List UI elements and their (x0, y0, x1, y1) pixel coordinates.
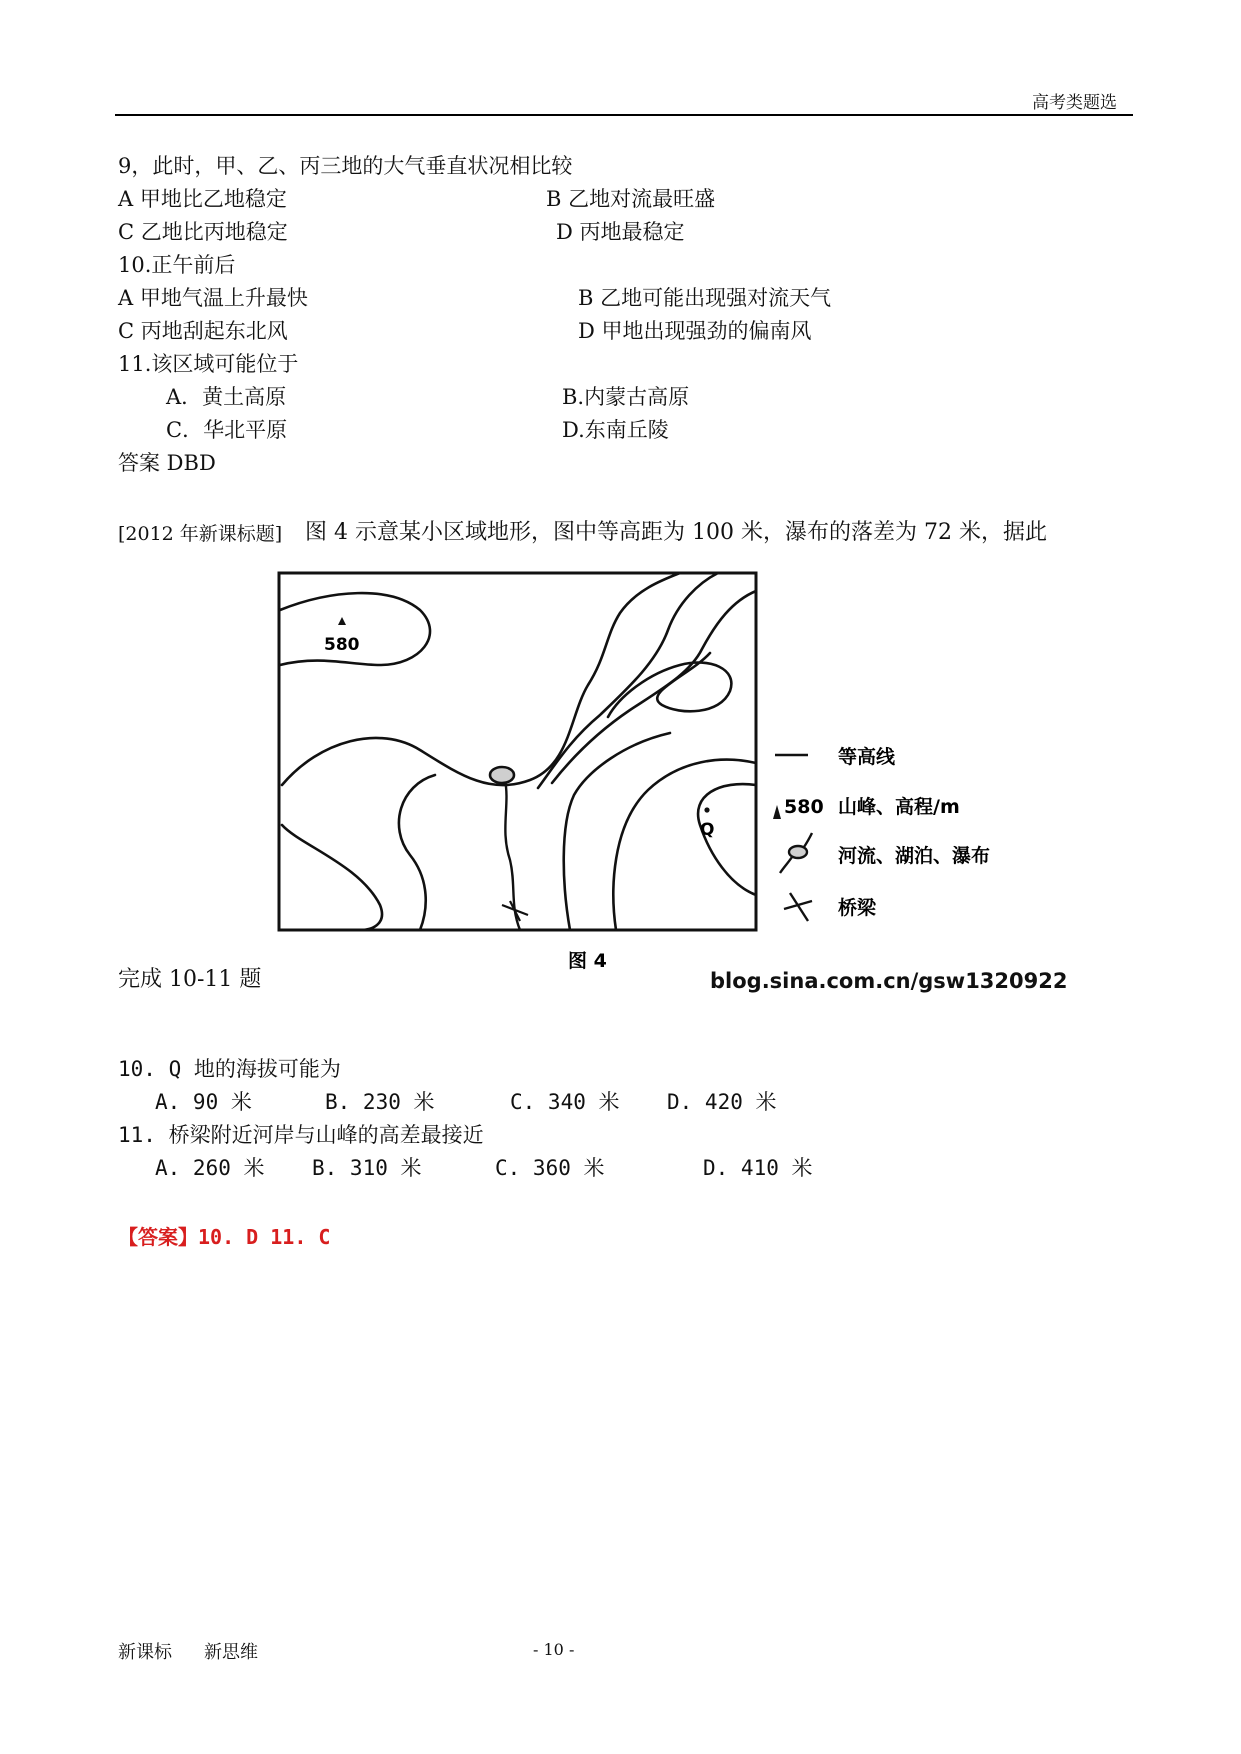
q9-option-a: A 甲地比乙地稳定 (118, 187, 287, 211)
blog-watermark: blog.sina.com.cn/gsw1320922 (710, 969, 1068, 993)
q-point-dot (704, 807, 709, 812)
page-header-title: 高考类题选 (1032, 93, 1117, 113)
s2-q10-option-a: A. 90 米 (155, 1090, 252, 1114)
legend-bridge-icon (784, 893, 812, 921)
s2-q10-stem: 10. Q 地的海拔可能为 (118, 1057, 341, 1081)
q11-stem: 11.该区域可能位于 (118, 352, 299, 376)
footer-left-2: 新思维 (204, 1642, 258, 1663)
q9-option-b: B 乙地对流最旺盛 (546, 187, 716, 211)
section1-answer: 答案 DBD (118, 451, 216, 475)
s2-answer (118, 1221, 330, 1250)
legend-peak-label: 山峰、高程/m (838, 796, 960, 818)
q11-option-a: A．黄土高原 (166, 385, 287, 409)
s2-q11-stem: 11. 桥梁附近河岸与山峰的高差最接近 (118, 1123, 484, 1147)
q11-option-b: B.内蒙古高原 (562, 385, 690, 409)
footer-left-1: 新课标 (118, 1642, 172, 1663)
q11-option-c: C．华北平原 (166, 418, 288, 442)
legend-river-lake-icon (780, 833, 812, 873)
contour-valley-3 (564, 733, 670, 930)
map-legend (773, 745, 990, 921)
legend-river-label: 河流、湖泊、瀑布 (838, 845, 991, 867)
source-tag: [2012 年新课标题] (118, 523, 283, 545)
footer-page-number: - 10 - (533, 1640, 575, 1659)
s2-q11-option-c: C. 360 米 (495, 1156, 605, 1180)
q10-stem: 10.正午前后 (118, 253, 236, 277)
legend-bridge-label: 桥梁 (838, 897, 877, 919)
q9-stem: 9，此时，甲、乙、丙三地的大气垂直状况相比较 (118, 154, 573, 178)
q10-option-d: D 甲地出现强劲的偏南风 (578, 319, 812, 343)
s2-q11-option-d: D. 410 米 (703, 1156, 813, 1180)
peak-elevation-label: 580 (324, 635, 360, 655)
s2-q11-option-b: B. 310 米 (312, 1156, 422, 1180)
topographic-map-figure (270, 565, 1070, 985)
header-rule (115, 114, 1133, 116)
legend-peak-value: 580 (784, 796, 824, 818)
contour-valley-2 (552, 591, 756, 783)
map-frame (279, 573, 756, 930)
contour-inner-loop (608, 653, 731, 717)
s2-q10-option-b: B. 230 米 (325, 1090, 435, 1114)
q9-option-c: C 乙地比丙地稳定 (118, 220, 288, 244)
q10-option-a: A 甲地气温上升最快 (118, 286, 308, 310)
q10-option-c: C 丙地刮起东北风 (118, 319, 288, 343)
contour-lines (280, 573, 756, 930)
intro-text: 图 4 示意某小区域地形，图中等高距为 100 米，瀑布的落差为 72 米，据此 (305, 520, 1047, 545)
lake (490, 767, 514, 783)
figure-caption: 图 4 (568, 950, 607, 972)
s2-q10-option-d: D. 420 米 (667, 1090, 777, 1114)
s2-answer-label: 【答案】 (118, 1225, 198, 1249)
s2-q10-option-c: C. 340 米 (510, 1090, 620, 1114)
q-point-label: Q (700, 820, 715, 840)
contour-left-2 (282, 825, 382, 930)
legend-peak-icon (773, 805, 781, 819)
q9-option-d: D 丙地最稳定 (556, 220, 685, 244)
q10-option-b: B 乙地可能出现强对流天气 (578, 286, 832, 310)
s2-q11-option-a: A. 260 米 (155, 1156, 265, 1180)
q11-option-d: D.东南丘陵 (562, 418, 669, 442)
contour-valley-1 (538, 573, 718, 788)
contour-left-3 (399, 775, 435, 930)
intro-end-text: 完成 10-11 题 (118, 967, 262, 992)
s2-answer-value: 10. D 11. C (198, 1225, 331, 1249)
peak-icon (338, 617, 346, 625)
legend-contour-label: 等高线 (838, 746, 896, 768)
